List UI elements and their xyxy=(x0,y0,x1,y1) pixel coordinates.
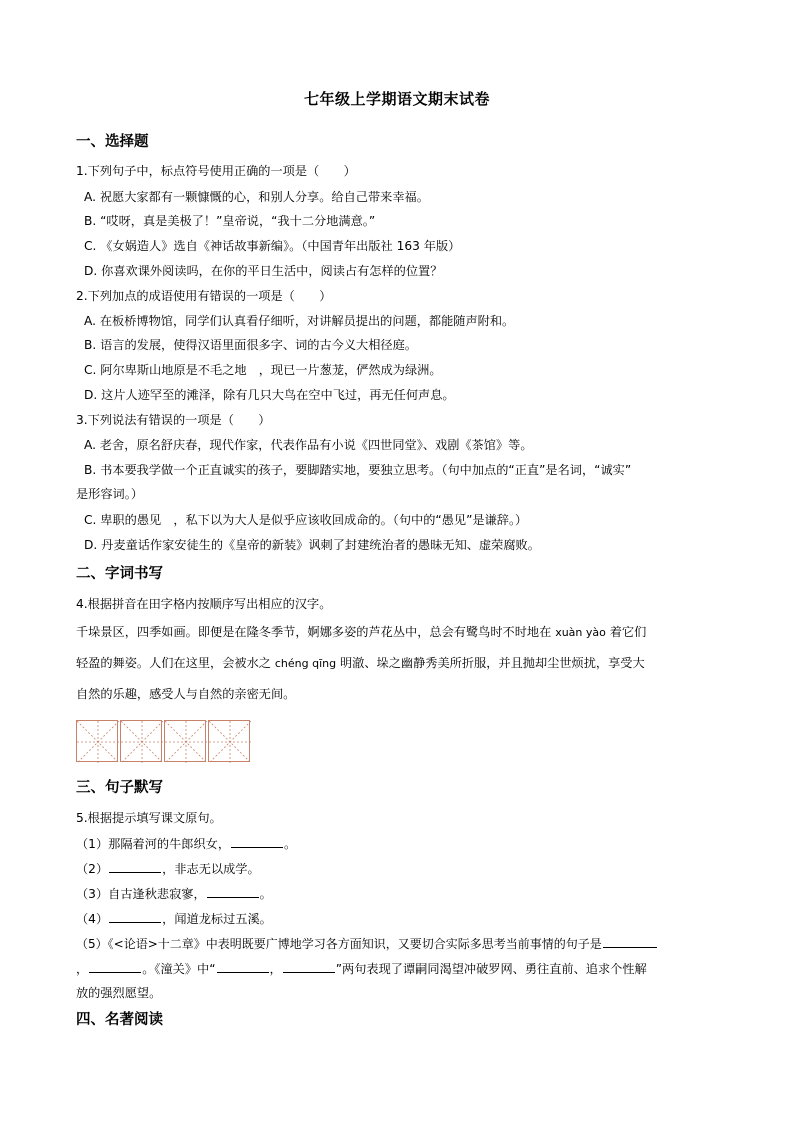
answer-blank-4[interactable] xyxy=(109,910,161,923)
question-4-para-line-3: 自然的乐趣，感受人与自然的亲密无间。 xyxy=(76,687,296,701)
question-2-option-d: D. 这片人迹罕至的滩泽，除有几只大鸟在空中飞过，再无任何声息。 xyxy=(84,388,455,402)
q5-4-text: （4） xyxy=(76,912,109,926)
q5-1-end: 。 xyxy=(284,837,297,851)
question-3-stem: 3.下列说法有错误的一项是（ ） xyxy=(76,413,271,427)
question-2-stem: 2.下列加点的成语使用有错误的一项是（ ） xyxy=(76,289,332,303)
answer-blank-6[interactable] xyxy=(89,960,141,973)
question-5-line-4 xyxy=(76,910,272,927)
question-4-stem: 4.根据拼音在田字格内按顺序写出相应的汉字。 xyxy=(76,597,332,611)
question-2-option-a: A. 在板桥博物馆，同学们认真看仔细听，对讲解员提出的问题，都能随声附和。 xyxy=(84,314,515,328)
q5-5-text: （5）《<论语>十二章》中表明既要广博地学习各方面知识，又要切合实际多思考当前事情的句子是 xyxy=(76,937,602,951)
tianzige-cell-3[interactable] xyxy=(164,720,206,762)
q5-4-end: ，闻道龙标过五溪。 xyxy=(162,912,272,926)
tianzige-cell-1[interactable] xyxy=(76,720,118,762)
question-2-option-b: B. 语言的发展，使得汉语里面很多字、词的古今义大相径庭。 xyxy=(84,338,417,352)
tianzige-guides-icon xyxy=(77,721,119,763)
page-title: 七年级上学期语文期末试卷 xyxy=(303,90,490,108)
tianzige-cell-4[interactable] xyxy=(208,720,250,762)
question-1-option-a: A. 祝愿大家都有一颗慷慨的心，和别人分享。给自己带来幸福。 xyxy=(84,190,429,204)
question-4-text-1b: 着它们 xyxy=(605,625,647,639)
tianzige-grid xyxy=(76,720,252,760)
question-5-line-7: 放的强烈愿望。 xyxy=(76,986,162,1000)
pinyin-chengqing: chéng qīng xyxy=(274,657,337,670)
answer-blank-2[interactable] xyxy=(109,860,161,873)
q5-6-comma2: ， xyxy=(269,962,282,976)
answer-blank-8[interactable] xyxy=(283,960,335,973)
section-heading-recite: 三、句子默写 xyxy=(76,780,163,796)
answer-blank-7[interactable] xyxy=(217,960,269,973)
question-4-text-2b: 明澈、垛之幽静秀美所折服，并且抛却尘世烦扰，享受大 xyxy=(336,656,645,670)
q5-6-comma: ， xyxy=(76,962,89,976)
q5-6-text: 。《潼关》中“ xyxy=(142,962,216,976)
question-1-option-d: D. 你喜欢课外阅读吗，在你的平日生活中，阅读占有怎样的位置？ xyxy=(84,264,443,278)
section-heading-classics: 四、名著阅读 xyxy=(76,1012,163,1028)
question-1-option-b: B. “哎呀，真是美极了！”皇帝说，“我十二分地满意。” xyxy=(84,214,376,228)
tianzige-guides-icon xyxy=(121,721,163,763)
question-3-option-b: B. 书本要我学做一个正直诚实的孩子，要脚踏实地，要独立思考。（句中加点的“正直”是名词，“诚实” xyxy=(84,463,632,477)
q5-3-end: 。 xyxy=(259,887,272,901)
question-5-stem: 5.根据提示填写课文原句。 xyxy=(76,811,222,825)
q5-2-end: ，非志无以成学。 xyxy=(162,862,260,876)
question-2-option-c: C. 阿尔卑斯山地原是不毛之地 ，现已一片葱茏，俨然成为绿洲。 xyxy=(84,363,442,377)
question-4-text-1a: 千垛景区，四季如画。即便是在隆冬季节，婀娜多姿的芦花丛中，总会有鹭鸟时不时地在 xyxy=(76,625,556,639)
question-4-para-line-2 xyxy=(76,655,645,672)
answer-blank-5[interactable] xyxy=(603,935,657,948)
question-3-option-a: A. 老舍，原名舒庆春，现代作家，代表作品有小说《四世同堂》、戏剧《茶馆》等。 xyxy=(84,438,533,452)
question-3-option-c: C. 卑职的愚见 ，私下以为大人是似乎应该收回成命的。（句中的“愚见”是谦辞。） xyxy=(84,513,528,527)
tianzige-cell-2[interactable] xyxy=(120,720,162,762)
question-5-line-2 xyxy=(76,860,260,877)
q5-3-text: （3）自古逢秋悲寂寥， xyxy=(76,887,206,901)
question-5-line-3 xyxy=(76,885,272,902)
answer-blank-3[interactable] xyxy=(207,885,259,898)
section-heading-words: 二、字词书写 xyxy=(76,566,163,582)
q5-6-end: ”两句表现了谭嗣同渴望冲破罗网、勇往直前、追求个性解 xyxy=(335,962,647,976)
question-1-stem: 1.下列句子中，标点符号使用正确的一项是（ ） xyxy=(76,164,356,178)
question-4-text-2a: 轻盈的舞姿。人们在这里，会被水之 xyxy=(76,656,275,670)
question-3-option-d: D. 丹麦童话作家安徒生的《皇帝的新装》讽刺了封建统治者的愚昧无知、虚荣腐败。 xyxy=(84,538,540,552)
q5-1-text: （1）那隔着河的牛郎织女， xyxy=(76,837,231,851)
question-5-line-1 xyxy=(76,835,296,852)
question-4-para-line-1 xyxy=(76,624,646,641)
question-3-option-b-cont: 是形容词。） xyxy=(76,487,144,501)
question-5-line-5 xyxy=(76,935,658,952)
section-heading-choice: 一、选择题 xyxy=(76,134,149,150)
question-1-option-c: C. 《女娲造人》选自《神话故事新编》。（中国青年出版社 163 年版） xyxy=(84,239,461,253)
question-5-line-6 xyxy=(76,960,647,977)
tianzige-guides-icon xyxy=(209,721,251,763)
tianzige-guides-icon xyxy=(165,721,207,763)
answer-blank-1[interactable] xyxy=(231,835,283,848)
q5-2-text: （2） xyxy=(76,862,109,876)
pinyin-xuanyao: xuàn yào xyxy=(555,626,606,639)
